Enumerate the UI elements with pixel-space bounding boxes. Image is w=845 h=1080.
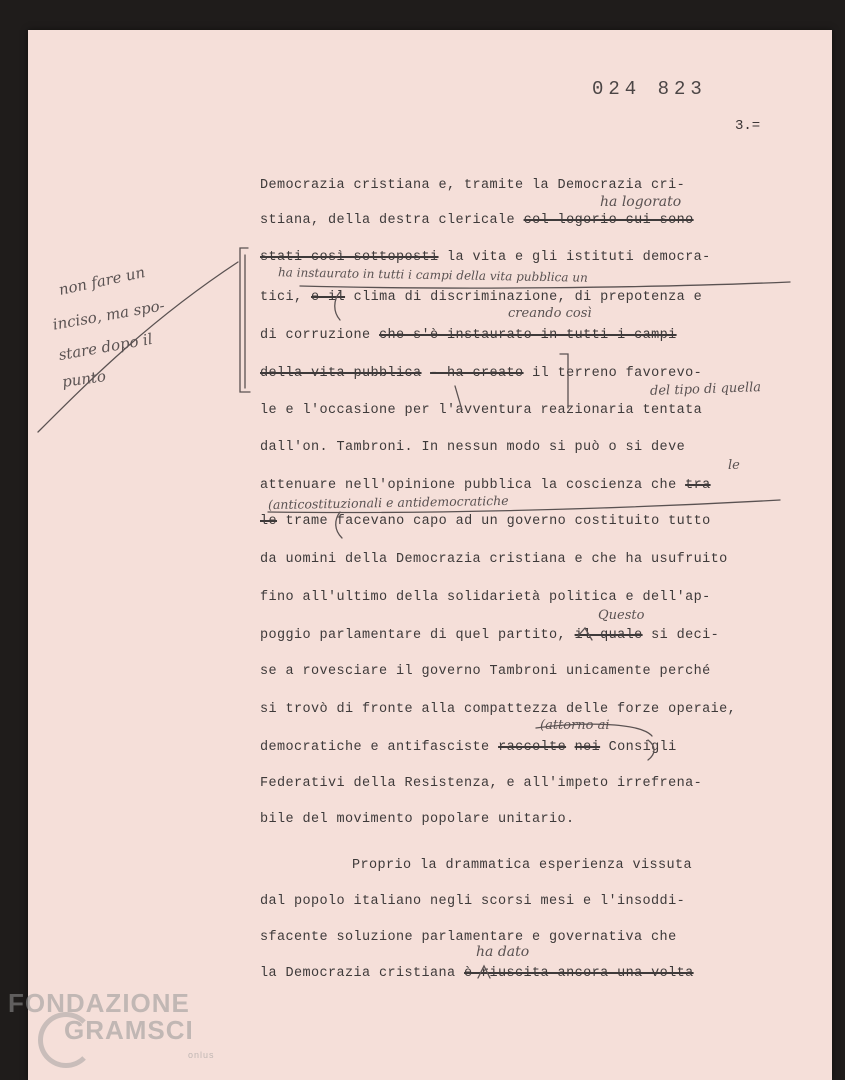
right-bracket	[560, 354, 568, 408]
typed-text: la vita e gli istituti democra-	[447, 250, 711, 265]
watermark-sub: onlus	[188, 1050, 215, 1060]
struck-text: e il	[311, 290, 346, 305]
typed-text: stiana, della destra clericale	[260, 213, 516, 228]
insertion-loop	[536, 724, 652, 736]
typed-text: il terreno favorevo-	[532, 366, 703, 381]
struck-text: le	[260, 514, 278, 529]
struck-text: stati così sottoposti	[260, 250, 439, 265]
typed-line: dall'on. Tambroni. In nessun modo si può o si deve	[260, 440, 686, 455]
handwritten-insertion: ha instaurato in tutti i campi della vita pubblica un	[277, 265, 588, 285]
insertion-loop	[336, 512, 342, 538]
typed-text: facevano capo ad un governo costituito tutto	[336, 514, 711, 529]
typed-text: la Democrazia cristiana	[260, 966, 456, 981]
handwritten-insertion: creando così	[508, 306, 592, 321]
typed-line: bile del movimento popolare unitario.	[260, 812, 575, 827]
insertion-open-paren	[335, 292, 340, 320]
typed-line: se a rovesciare il governo Tambroni unicamente perché	[260, 664, 711, 679]
handwritten-insertion: ha logorato	[600, 194, 682, 210]
archive-watermark	[8, 988, 215, 1060]
typed-text: democratiche e antifasciste	[260, 740, 490, 755]
caret-mark	[478, 966, 490, 978]
typed-line: si trovò di fronte alla compattezza delle forze operaie,	[260, 702, 737, 717]
typed-text: tici,	[260, 290, 303, 305]
typed-text: trame	[285, 514, 329, 529]
typed-text: poggio parlamentare di quel partito,	[260, 628, 567, 643]
margin-note-line: stare dopo il	[57, 329, 154, 365]
struck-text: che s'è instaurato in tutti i campi	[379, 328, 677, 343]
struck-text: - ha creato	[430, 366, 524, 381]
typed-line: da uomini della Democrazia cristiana e che ha usufruito	[260, 552, 728, 567]
g-logo-icon	[38, 1012, 94, 1068]
struck-text: tra	[685, 478, 711, 493]
typed-line: Democrazia cristiana e, tramite la Democrazia cri-	[260, 178, 686, 193]
handwritten-insertion: Questo	[598, 608, 645, 623]
margin-note-line: non fare un	[57, 263, 147, 299]
margin-arrow-line	[38, 262, 238, 432]
struck-text: nei	[574, 740, 601, 755]
insertion-underline	[300, 282, 790, 288]
struck-text: della vita pubblica	[260, 366, 422, 381]
watermark-line: FONDAZIONE	[8, 988, 190, 1018]
handwritten-insertion: (attorno ai	[540, 718, 610, 733]
margin-note-line: inciso, ma spo-	[51, 296, 166, 334]
struck-text: raccolte	[498, 740, 567, 755]
typed-line: fino all'ultimo della solidarietà politica e dell'ap-	[260, 590, 711, 605]
typed-line: Federativi della Resistenza, e all'impeto irrefrena-	[260, 776, 703, 791]
handwritten-insertion: del tipo di quella	[649, 380, 762, 399]
watermark-line: GRAMSCI	[64, 1015, 194, 1045]
typed-line: sfacente soluzione parlamentare e governativa che	[260, 930, 677, 945]
struck-text: è riuscita ancora una volta	[464, 966, 694, 981]
struck-text: col logorio cui sono	[523, 213, 694, 228]
page-number: 3.=	[735, 118, 761, 134]
typed-text: Consigli	[608, 740, 677, 755]
handwritten-insertion: (anticostituzionali e antidemocratiche	[267, 492, 509, 513]
margin-note-line: punto	[60, 367, 108, 391]
typed-text: attenuare nell'opinione pubblica la coscienza che	[260, 478, 677, 493]
struck-text: il quale	[574, 628, 643, 643]
paren-mark	[648, 740, 654, 760]
typed-text: si deci-	[651, 628, 720, 643]
document-number: 024 823	[592, 78, 707, 100]
insertion-underline	[268, 500, 780, 513]
typed-line: le e l'occasione per l'avventura reazionaria tentata	[260, 403, 703, 418]
caret-mark	[578, 628, 592, 640]
typed-line: Proprio la drammatica esperienza vissuta	[352, 858, 693, 873]
typed-text: clima di discriminazione, di prepotenza e	[353, 290, 703, 305]
loop-mark	[455, 386, 462, 410]
handwritten-insertion: le	[728, 458, 740, 473]
typed-line: dal popolo italiano negli scorsi mesi e l'insoddi-	[260, 894, 686, 909]
handwritten-insertion: ha dato	[476, 944, 530, 960]
typed-text: di corruzione	[260, 328, 371, 343]
